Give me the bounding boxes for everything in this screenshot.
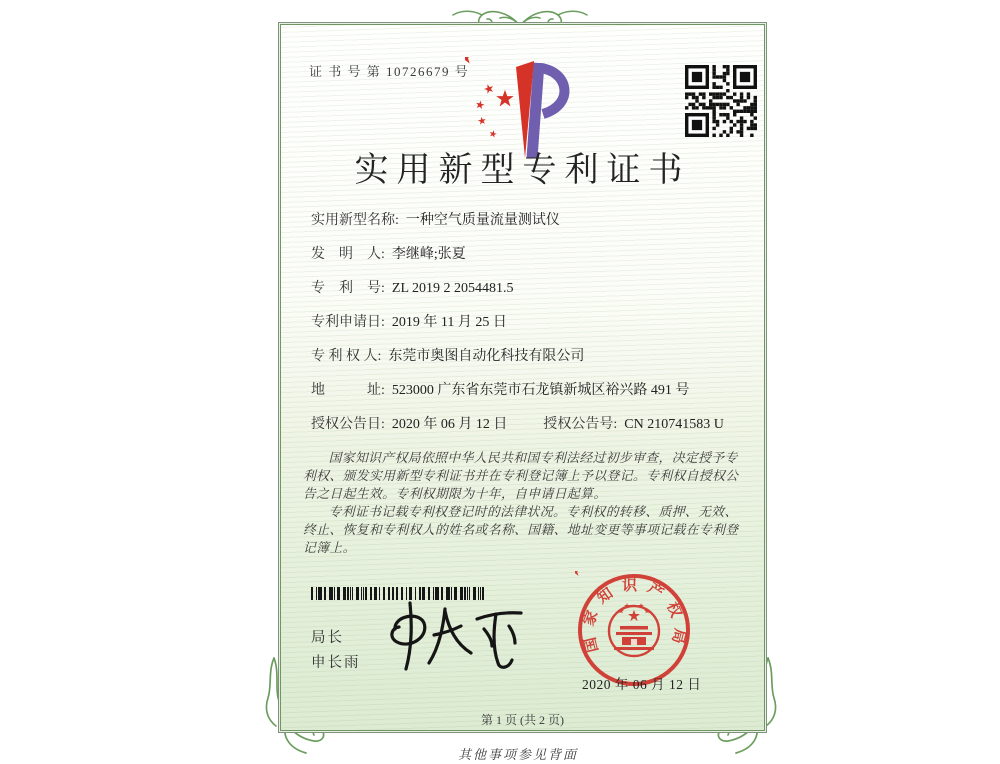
field-label: 授权公告号:: [543, 417, 618, 432]
director-title: 局长: [311, 630, 344, 646]
field-value: 东莞市奥图自动化科技有限公司: [388, 349, 585, 364]
official-seal: [575, 571, 693, 689]
seal-date: 2020 年 06 月 12 日: [582, 677, 702, 692]
legal-paragraph: 专利证书记载专利权登记时的法律状况。专利权的转移、质押、无效、终止、恢复和专利权人的姓名或名称、国籍、地址变更等事项记载在专利登记簿上。: [303, 505, 739, 555]
field-row-filing-date: [311, 313, 741, 332]
legal-text: [303, 449, 741, 557]
field-value: CN 210741583 U: [624, 417, 724, 432]
certificate-title: 实用新型专利证书: [354, 152, 691, 189]
field-label: 发 明 人:: [311, 247, 385, 262]
field-label: 授权公告日:: [311, 417, 385, 432]
certificate-page: [278, 22, 767, 733]
director-name: 申长雨: [311, 655, 361, 671]
qr-code: [685, 65, 757, 137]
field-value: 523000 广东省东莞市石龙镇新城区裕兴路 491 号: [391, 383, 690, 398]
field-row-patent-number: [311, 279, 741, 298]
field-label: 实用新型名称:: [311, 213, 399, 228]
field-label: 地 址:: [311, 383, 385, 398]
field-row-grant: [311, 415, 741, 434]
field-row-inventor: [311, 245, 741, 264]
field-value: 2019 年 11 月 25 日: [391, 315, 507, 330]
signature: [379, 597, 539, 677]
field-value: 2020 年 06 月 12 日: [391, 417, 508, 432]
field-label: 专利申请日:: [311, 315, 385, 330]
field-label: 专 利 权 人:: [311, 349, 382, 364]
legal-paragraph: 国家知识产权局依照中华人民共和国专利法经过初步审查，决定授予专利权、颁发实用新型专利证书并在专利登记簿上予以登记。专利权自授权公告之日起生效。专利权期限为十年，自申请日起算。: [303, 451, 739, 501]
seal-ring-text: 国家知识产权局: [580, 578, 688, 654]
field-value: 一种空气质量流量测试仪: [405, 213, 560, 228]
field-list: [311, 211, 741, 434]
field-row-name: [311, 211, 741, 230]
back-note: 其他事项参见背面: [458, 747, 579, 762]
field-row-address: [311, 381, 741, 400]
certificate-number: 证 书 号 第 10726679 号: [309, 64, 470, 79]
field-label: 专 利 号:: [311, 281, 385, 296]
page-number: 第 1 页 (共 2 页): [481, 713, 564, 727]
field-value: 李继峰;张夏: [391, 247, 466, 262]
field-value: ZL 2019 2 2054481.5: [391, 281, 514, 296]
field-row-patentee: [311, 347, 741, 366]
